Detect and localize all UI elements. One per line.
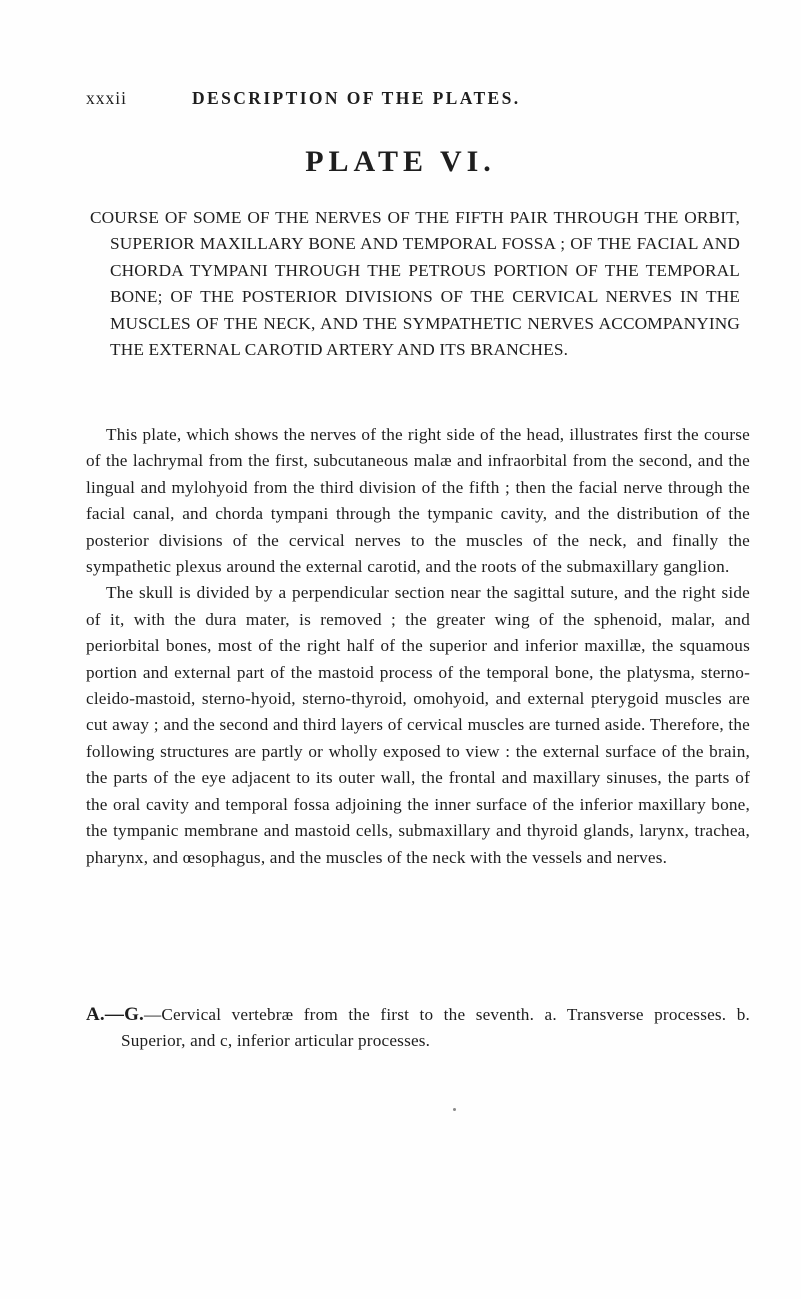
legend-key: A.—G. (86, 1004, 144, 1025)
page-number: xxxii (86, 88, 127, 108)
legend (86, 1002, 750, 1055)
legend-text: —Cervical vertebræ from the first to the seventh. a. Transverse processes. b. Superior, and c, inferior articular processes. (121, 1005, 750, 1051)
paragraph-overview: This plate, which shows the nerves of the right side of the head, illustrates first the course of the lachrymal from the first, subcutaneous malæ and infraorbital from the second, and the lingual and mylohyoid from the third division of the fifth ; then the facial nerve through the facial canal, and chorda tympani through the tympanic cavity, and the distribution of the posterior divisions of the cervical nerves to the muscles of the neck, and finally the sympathetic plexus around the external carotid, and the roots of the submaxillary ganglion. (86, 425, 750, 577)
plate-title: PLATE VI. (305, 145, 496, 178)
running-head-title: DESCRIPTION OF THE PLATES. (192, 88, 521, 108)
description-body (86, 422, 750, 871)
plate-caption: COURSE OF SOME OF THE NERVES OF THE FIFTH PAIR THROUGH THE ORBIT, SUPERIOR MAXILLARY BONE AND TEMPORAL FOSSA ; OF THE FACIAL AND CHORDA TYMPANI THROUGH THE PETROUS PORTION OF THE TEMPORAL BONE; OF THE POSTERIOR DIVISIONS OF THE CERVICAL NERVES IN THE MUSCLES OF THE NECK, AND THE SYMPATHETIC NERVES ACCOMPANYING THE EXTERNAL CAROTID ARTERY AND ITS BRANCHES. (90, 208, 740, 360)
running-head (86, 88, 736, 109)
paragraph-dissection: The skull is divided by a perpendicular section near the sagittal suture, and the right side of it, with the dura mater, is removed ; the greater wing of the sphenoid, malar, and periorbital bones, most of the right half of the superior and inferior maxillæ, the squamous portion and external part of the mastoid process of the temporal bone, the platysma, sterno-cleido-mastoid, sterno-hyoid, sterno-thyroid, omohyoid, and external pterygoid muscles are cut away ; and the second and third layers of cervical muscles are turned aside. Therefore, the following structures are partly or wholly exposed to view : the external surface of the brain, the parts of the eye adjacent to its outer wall, the frontal and maxillary sinuses, the parts of the oral cavity and temporal fossa adjoining the inner surface of the inferior maxillary bone, the tympanic membrane and mastoid cells, submaxillary and thyroid glands, larynx, trachea, pharynx, and œsophagus, and the muscles of the neck with the vessels and nerves. (86, 583, 750, 867)
print-speck (453, 1108, 456, 1111)
legend-entry (86, 1002, 750, 1055)
